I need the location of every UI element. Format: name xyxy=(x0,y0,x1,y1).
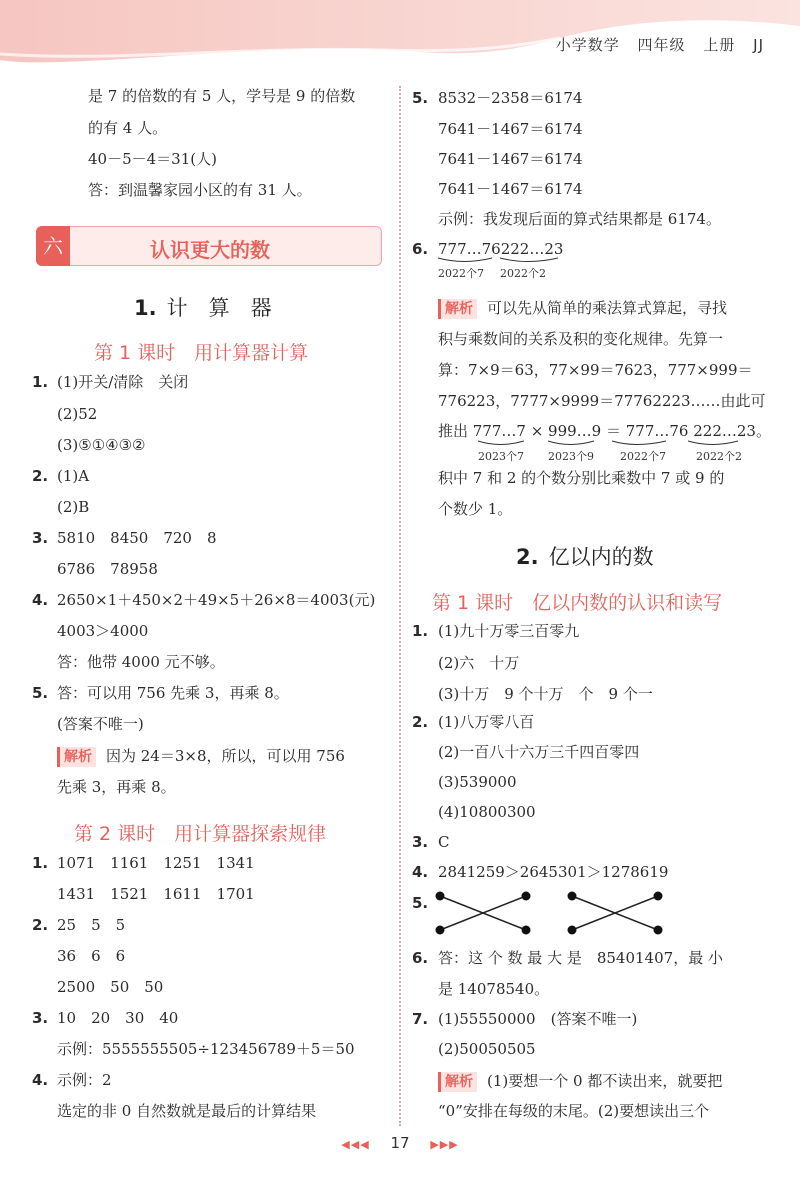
underbrace-marks xyxy=(436,257,566,265)
question-number: 4. xyxy=(412,863,429,881)
question-number: 4. xyxy=(32,1071,49,1089)
analysis-line: 先乘 3，再乘 8。 xyxy=(57,778,176,796)
count-label: 2023个9 xyxy=(548,450,594,463)
underbrace-marks xyxy=(476,440,766,448)
page-number: 17 xyxy=(390,1134,410,1152)
question-number: 6. xyxy=(412,949,429,967)
answer-line: 2650×1＋450×2＋49×5＋26×8＝4003(元) xyxy=(57,591,376,609)
section-title-numbers xyxy=(516,541,654,571)
page-header xyxy=(0,0,800,72)
answer-line: 777…76222…23 xyxy=(438,240,564,258)
answer-line: 2500 50 50 xyxy=(57,978,164,996)
header-book-info xyxy=(544,34,764,55)
analysis-line xyxy=(438,298,727,319)
analysis-tag: 解析 xyxy=(438,299,477,319)
text-line: 答：到温馨家园小区的有 31 人。 xyxy=(88,181,312,199)
question-number: 5. xyxy=(412,894,429,912)
answer-line: 1431 1521 1611 1701 xyxy=(57,885,255,903)
answer-line: (4)10800300 xyxy=(438,803,536,821)
count-label: 2022个2 xyxy=(500,267,546,280)
analysis-line: “0”安排在每级的末尾。(2)要想读出三个 xyxy=(438,1102,710,1120)
page-footer xyxy=(0,1134,800,1152)
text-line: 的有 4 人。 xyxy=(88,119,168,137)
count-label: 2022个7 xyxy=(438,267,484,280)
answer-line: (2)六 十万 xyxy=(438,654,520,672)
answer-line: 7641－1467＝6174 xyxy=(438,180,583,198)
answer-line: 示例：2 xyxy=(57,1071,112,1089)
analysis-line: 算：7×9＝63，77×99＝7623，777×999＝ xyxy=(438,361,753,379)
answer-line: (3)⑤①④③② xyxy=(57,436,146,454)
header-grade: 四年级 xyxy=(637,36,686,54)
question-number: 3. xyxy=(32,1009,49,1027)
section-number: 2. xyxy=(516,545,539,569)
answer-line: (2)一百八十六万三千四百零四 xyxy=(438,743,640,761)
analysis-text: (1)要想一个 0 都不读出来，就要把 xyxy=(487,1072,723,1090)
section-title: 计 算 器 xyxy=(166,296,272,320)
answer-line: 示例：5555555505÷123456789＋5＝50 xyxy=(57,1040,355,1058)
answer-line: 10 20 30 40 xyxy=(57,1009,179,1027)
question-number: 1. xyxy=(32,854,49,872)
section-number: 1. xyxy=(134,296,157,320)
answer-line: 答：这 个 数 最 大 是 85401407，最 小 xyxy=(438,949,723,967)
answer-line: 7641－1467＝6174 xyxy=(438,120,583,138)
answer-line: 5810 8450 720 8 xyxy=(57,529,217,547)
analysis-line: 积中 7 和 2 的个数分别比乘数中 7 或 9 的 xyxy=(438,469,725,487)
matching-pair-left xyxy=(436,892,531,935)
analysis-line: 个数少 1。 xyxy=(438,500,513,518)
answer-line: 8532－2358＝6174 xyxy=(438,89,583,107)
question-number: 4. xyxy=(32,591,49,609)
count-label: 2022个2 xyxy=(696,450,742,463)
text-line: 是 7 的倍数的有 5 人，学号是 9 的倍数 xyxy=(88,87,356,105)
answer-line: (3)十万 9 个十万 个 9 个一 xyxy=(438,685,653,703)
question-number: 3. xyxy=(32,529,49,547)
answer-line: 25 5 5 xyxy=(57,916,126,934)
right-arrows-icon: ▶▶▶ xyxy=(430,1138,459,1151)
answer-line: 4003＞4000 xyxy=(57,622,149,640)
answer-line: 1071 1161 1251 1341 xyxy=(57,854,255,872)
answer-line: (答案不唯一) xyxy=(57,715,144,733)
count-label: 2022个7 xyxy=(620,450,666,463)
analysis-text: 可以先从简单的乘法算式算起，寻找 xyxy=(487,299,728,317)
question-number: 3. xyxy=(412,833,429,851)
answer-line: 36 6 6 xyxy=(57,947,126,965)
section-title: 亿以内的数 xyxy=(548,545,654,569)
analysis-tag: 解析 xyxy=(57,747,96,767)
analysis-text: 因为 24＝3×8，所以，可以用 756 xyxy=(106,747,345,765)
answer-line: C xyxy=(438,833,450,851)
answer-line: (1)八万零八百 xyxy=(438,713,535,731)
section-title-calculator xyxy=(134,292,272,322)
lesson-heading: 第 1 课时 亿以内数的认识和读写 xyxy=(432,592,723,614)
header-edition: JJ xyxy=(753,36,764,54)
question-number: 5. xyxy=(412,89,429,107)
analysis-tag: 解析 xyxy=(438,1072,477,1092)
analysis-line: 776223，7777×9999＝77762223……由此可 xyxy=(438,392,766,410)
question-number: 5. xyxy=(32,684,49,702)
answer-line: 答：可以用 756 先乘 3，再乘 8。 xyxy=(57,684,289,702)
analysis-line xyxy=(57,746,345,767)
answer-line: (2)50050505 xyxy=(438,1040,536,1058)
answer-line: 是 14078540。 xyxy=(438,980,550,998)
answer-line: (1)A xyxy=(57,467,90,485)
unit-title: 认识更大的数 xyxy=(150,238,270,262)
unit-number: 六 xyxy=(36,226,70,266)
matching-lines-diagram xyxy=(430,888,670,940)
text-line: 40－5－4＝31(人) xyxy=(88,150,217,168)
answer-line: (1)九十万零三百零九 xyxy=(438,622,580,640)
analysis-line xyxy=(438,1071,722,1092)
question-number: 2. xyxy=(412,713,429,731)
question-number: 6. xyxy=(412,240,429,258)
answer-line: (2)B xyxy=(57,498,90,516)
answer-line: (3)539000 xyxy=(438,773,517,791)
question-number: 1. xyxy=(412,622,429,640)
count-label: 2023个7 xyxy=(478,450,524,463)
answer-line: 答：他带 4000 元不够。 xyxy=(57,653,225,671)
lesson-heading: 第 1 课时 用计算器计算 xyxy=(94,342,309,364)
answer-line: 7641－1467＝6174 xyxy=(438,150,583,168)
column-divider xyxy=(399,86,401,1126)
answer-line: 6786 78958 xyxy=(57,560,158,578)
matching-pair-right xyxy=(568,892,663,935)
question-number: 2. xyxy=(32,916,49,934)
question-number: 2. xyxy=(32,467,49,485)
lesson-heading: 第 2 课时 用计算器探索规律 xyxy=(74,823,327,845)
answer-line: 示例：我发现后面的算式结果都是 6174。 xyxy=(438,210,721,228)
left-arrows-icon: ◀◀◀ xyxy=(341,1138,370,1151)
question-number: 7. xyxy=(412,1010,429,1028)
answer-line: (1)开关/清除 关闭 xyxy=(57,373,189,391)
answer-line: (2)52 xyxy=(57,405,98,423)
header-subject: 小学数学 xyxy=(555,36,620,54)
analysis-line: 推出 777…7 × 999…9 ＝ 777…76 222…23。 xyxy=(438,422,771,440)
analysis-line: 积与乘数间的关系及积的变化规律。先算一 xyxy=(438,330,724,348)
answer-line: 选定的非 0 自然数就是最后的计算结果 xyxy=(57,1102,317,1120)
question-number: 1. xyxy=(32,373,49,391)
answer-line: 2841259＞2645301＞1278619 xyxy=(438,863,669,881)
answer-line: (1)55550000 (答案不唯一) xyxy=(438,1010,638,1028)
header-volume: 上册 xyxy=(703,36,736,54)
